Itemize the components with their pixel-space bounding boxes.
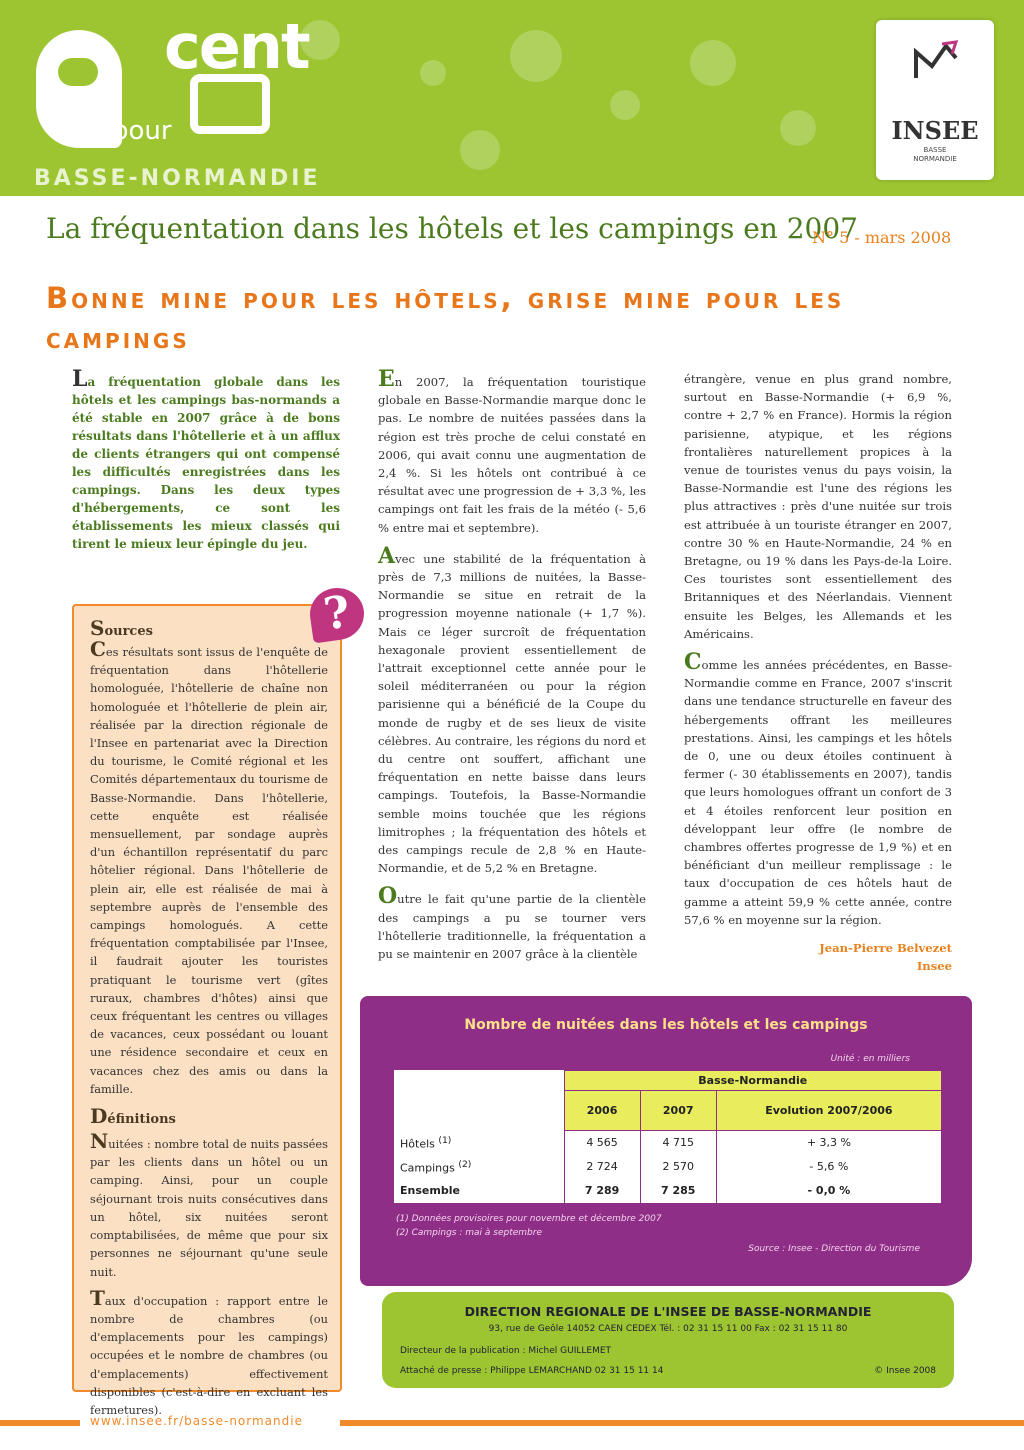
logo-pour: pour bbox=[112, 116, 172, 146]
column-header: Evolution 2007/2006 bbox=[716, 1091, 941, 1131]
decor-bubble bbox=[460, 130, 500, 170]
logo-cent: cent bbox=[164, 10, 309, 83]
table-row bbox=[394, 1155, 942, 1179]
logo-e-shape bbox=[36, 30, 122, 148]
paragraph-text: n 2007, la fréquentation touristique globale en Basse-Normandie marque donc le pas. Le nombre de nuitées passées dans la région est très proche de celui constaté en 2006, qui avait connu une augmentation de 2,4 %. Si les hôtels ont contribué à ce résultat avec une progression de + 3,3 %, les campings ont fait les frais de la météo (- 5,6 % entre mai et septembre). bbox=[378, 375, 646, 535]
insee-logo bbox=[876, 20, 994, 180]
article-paragraph bbox=[684, 370, 952, 643]
decor-bubble bbox=[420, 60, 446, 86]
table-cell: 7 285 bbox=[640, 1179, 716, 1203]
drop-cap: E bbox=[378, 366, 395, 392]
definition-taux bbox=[90, 1285, 328, 1419]
paragraph-text: utre le fait qu'une partie de la clientèle des campings a pu se tourner vers l'hôtellerie traditionnelle, la fréquentation a pu se maintenir en 2007 grâce à la clientèle bbox=[378, 892, 646, 962]
article-paragraph bbox=[378, 542, 646, 878]
lead-paragraph bbox=[72, 366, 340, 553]
table-header-row bbox=[394, 1071, 942, 1091]
drop-cap: N bbox=[90, 1129, 109, 1154]
footnote-ref: (2) bbox=[458, 1158, 472, 1170]
headline: Bonne mine pour les hôtels, grise mine pour les campings bbox=[46, 281, 845, 355]
definitions-heading-text: éfinitions bbox=[107, 1112, 176, 1128]
sources-box bbox=[72, 604, 342, 1417]
table-cell: 4 715 bbox=[640, 1131, 716, 1155]
article-paragraph bbox=[378, 366, 646, 537]
decor-bubble bbox=[510, 30, 562, 82]
direction-address: 93, rue de Geôle 14052 CAEN CEDEX Tél. : 02 31 15 11 00 Fax : 02 31 15 11 80 bbox=[488, 1324, 848, 1334]
table-row-total bbox=[394, 1179, 942, 1203]
table-row bbox=[394, 1131, 942, 1155]
region-name: BASSE-NORMANDIE bbox=[34, 166, 321, 191]
definition-text: aux d'occupation : rapport entre le nombre de chambres (ou d'emplacements pour les campings) occupées et le nombre de chambres (ou d'emplacements) effectivement disponibles (c'est-à-dire en excluant les fermetures). bbox=[90, 1293, 328, 1417]
table-cell: 2 570 bbox=[640, 1155, 716, 1179]
footer-rule bbox=[0, 1420, 80, 1426]
region-header: Basse-Normandie bbox=[564, 1071, 942, 1091]
table-corner bbox=[394, 1091, 564, 1131]
press-attache: Attaché de presse : Philippe LEMARCHAND 02 31 15 11 14 bbox=[400, 1366, 664, 1376]
drop-cap: C bbox=[684, 649, 702, 676]
drop-cap: A bbox=[378, 542, 396, 569]
footer-url[interactable]: www.insee.fr/basse-normandie bbox=[90, 1414, 303, 1428]
row-label: Ensemble bbox=[400, 1184, 460, 1197]
table-note: (2) Campings : mai à septembre bbox=[396, 1228, 542, 1238]
article-column-2 bbox=[378, 366, 646, 973]
table-unit: Unité : en milliers bbox=[830, 1054, 910, 1064]
article-paragraph bbox=[684, 649, 952, 929]
issue-number: N° 5 - mars 2008 bbox=[812, 228, 952, 247]
table-cell: 2 724 bbox=[564, 1155, 640, 1179]
table-note: (1) Données provisoires pour novembre et décembre 2007 bbox=[396, 1214, 662, 1224]
insee-subtitle bbox=[876, 146, 994, 164]
author-name: Jean-Pierre Belvezet bbox=[819, 941, 952, 956]
table-cell: + 3,3 % bbox=[716, 1131, 941, 1155]
footer-rule bbox=[340, 1420, 1024, 1426]
row-label-text: Hôtels bbox=[400, 1137, 435, 1151]
table-cell: 4 565 bbox=[564, 1131, 640, 1155]
insee-mark-icon bbox=[912, 38, 960, 82]
document-title: La fréquentation dans les hôtels et les campings en 2007 bbox=[46, 212, 858, 245]
row-label-text: Campings bbox=[400, 1161, 455, 1175]
nights-table bbox=[394, 1070, 942, 1203]
table-title: Nombre de nuitées dans les hôtels et les campings bbox=[464, 1017, 868, 1033]
sources-text: es résultats sont issus de l'enquête de fréquentation dans l'hôtellerie homologuée, l'hôtellerie de chaîne non homologuée et l'hôtellerie de plein air, réalisée par la direction régionale de l'Insee en partenariat avec la Direction du tourisme, le Comité régional et les Comités départementaux du tourisme de Basse-Normandie. Dans l'hôtellerie, cette enquête est réalisée mensuellement, par sondage auprès d'un échantillon représentatif du parc hôtelier régional. Dans l'hôtellerie de plein air, elle est réalisée de mai à septembre auprès de l'ensemble des campings homologués. A cette fréquentation comptabilisée par l'Insee, il faudrait ajouter les touristes pratiquant le tourisme vert (gîtes ruraux, chambres d'hôtes) ainsi que ceux fréquentant les centres ou villages de vacances, ceux possédant ou louant une résidence secondaire et ceux en vacances chez des amis ou dans la famille. bbox=[90, 645, 328, 1096]
table-corner bbox=[394, 1071, 564, 1091]
drop-cap: S bbox=[90, 616, 105, 640]
drop-cap: T bbox=[90, 1285, 105, 1310]
question-mark-icon: ? bbox=[307, 584, 368, 643]
author-organization: Insee bbox=[916, 959, 952, 974]
direction-box bbox=[382, 1292, 954, 1388]
article-column-3 bbox=[684, 370, 952, 975]
paragraph-text: omme les années précédentes, en Basse-Normandie comme en France, 2007 s'inscrit dans une tendance structurelle en faveur des hébergements offrant les meilleures prestations. Ainsi, les campings et les hôtels de 0, une ou deux étoiles continuent à fermer (- 30 établissements en 2007), tandis que leurs homologues offrant un confort de 3 et 4 étoiles renforcent leur position en développant leur offre (le nombre de chambres offertes progresse de 1,9 %) et en bénéficiant d'un meilleur remplissage : le taux d'occupation de ces hôtels haut de gamme a atteint 59,9 % cette année, contre 57,6 % en moyenne sur la région. bbox=[684, 658, 952, 927]
insee-sub-line: BASSE bbox=[923, 146, 947, 154]
insee-name: INSEE bbox=[891, 116, 979, 145]
column-header: 2006 bbox=[564, 1091, 640, 1131]
decor-bubble bbox=[610, 90, 640, 120]
sources-paragraph bbox=[90, 637, 328, 1098]
lead-text: a fréquentation globale dans les hôtels et les campings bas-normands a été stable en 2007 grâce à de bons résultats dans l'hôtellerie et à un afflux de clients étrangers qui ont compensé les difficultés enregistrées dans les campings. Dans les deux types d'hébergements, ce sont les établissements les mieux classés qui tirent le mieux leur épingle du jeu. bbox=[72, 375, 340, 551]
definitions-heading bbox=[90, 1104, 328, 1128]
definition-text: uitées : nombre total de nuits passées par les clients dans un hôtel ou un camping. Ainsi, pour un couple séjournant trois nuits consécutives dans un hôtel, six nuitées seront comptabilisées, de même que pour six personnes ne séjournant qu'une seule nuit. bbox=[90, 1137, 328, 1279]
table-cell: - 5,6 % bbox=[716, 1155, 941, 1179]
masthead bbox=[0, 0, 1024, 196]
row-label bbox=[394, 1155, 564, 1179]
sources-heading bbox=[90, 616, 328, 640]
table-header-row bbox=[394, 1091, 942, 1131]
table-cell: - 0,0 % bbox=[716, 1179, 941, 1203]
decor-bubble bbox=[690, 40, 736, 86]
definition-nuitees bbox=[90, 1129, 328, 1281]
decor-bubble bbox=[780, 110, 816, 146]
drop-cap: D bbox=[90, 1104, 108, 1129]
drop-cap: C bbox=[90, 637, 106, 661]
logo-e-hole bbox=[58, 58, 98, 86]
direction-title: DIRECTION REGIONALE DE L'INSEE DE BASSE-NORMANDIE bbox=[464, 1304, 872, 1319]
paragraph-text: étrangère, venue en plus grand nombre, surtout en Basse-Normandie (+ 6,9 %, contre + 2,7 % en France). Hormis la région parisienne, atypique, et les régions frontalières naturellement propices à la venue de touristes venus du pays voisin, la Basse-Normandie est l'une des régions les plus attractives : près d'une nuitée sur trois est attribuée à un touriste étranger en 2007, contre 30 % en Haute-Normandie, 24 % en Bretagne, ou 19 % dans les Pays-de-la Loire. Ces touristes sont essentiellement des Britanniques et des Néerlandais. Viennent ensuite les Belges, les Allemands et les Américains. bbox=[684, 372, 952, 641]
copyright: © Insee 2008 bbox=[874, 1366, 936, 1376]
paragraph-text: vec une stabilité de la fréquentation à près de 7,3 millions de nuitées, la Basse-Normandie se situe en retrait de la progression moyenne nationale (+ 1,7 %). Mais ce léger surcroît de fréquentation hexagonale provient essentiellement de l'attrait exceptionnel cette année pour le soleil méditerranéen ou pour la région parisienne qui a bénéficié de la Coupe du monde de rugby et de ses lieux de visite célèbres. Au contraire, les régions du nord et du centre ont souffert, affichant une fréquentation en nette baisse dans leurs campings. Toutefois, la Basse-Normandie semble moins touchée que les régions limitrophes ; la fréquentation des hôtels et des campings recule de 2,8 % en Haute-Normandie, et de 5,2 % en Bretagne. bbox=[378, 551, 646, 876]
row-label bbox=[394, 1131, 564, 1155]
insee-sub-line: NORMANDIE bbox=[913, 155, 957, 163]
sources-heading-text: ources bbox=[104, 624, 153, 639]
table-cell: 7 289 bbox=[564, 1179, 640, 1203]
table-source: Source : Insee - Direction du Tourisme bbox=[748, 1244, 920, 1254]
drop-cap: L bbox=[72, 366, 88, 392]
column-header: 2007 bbox=[640, 1091, 716, 1131]
drop-cap: O bbox=[378, 883, 398, 910]
publication-director: Directeur de la publication : Michel GUILLEMET bbox=[400, 1346, 612, 1356]
article-paragraph bbox=[378, 883, 646, 963]
logo-95-shape bbox=[190, 74, 270, 134]
footnote-ref: (1) bbox=[438, 1134, 452, 1146]
